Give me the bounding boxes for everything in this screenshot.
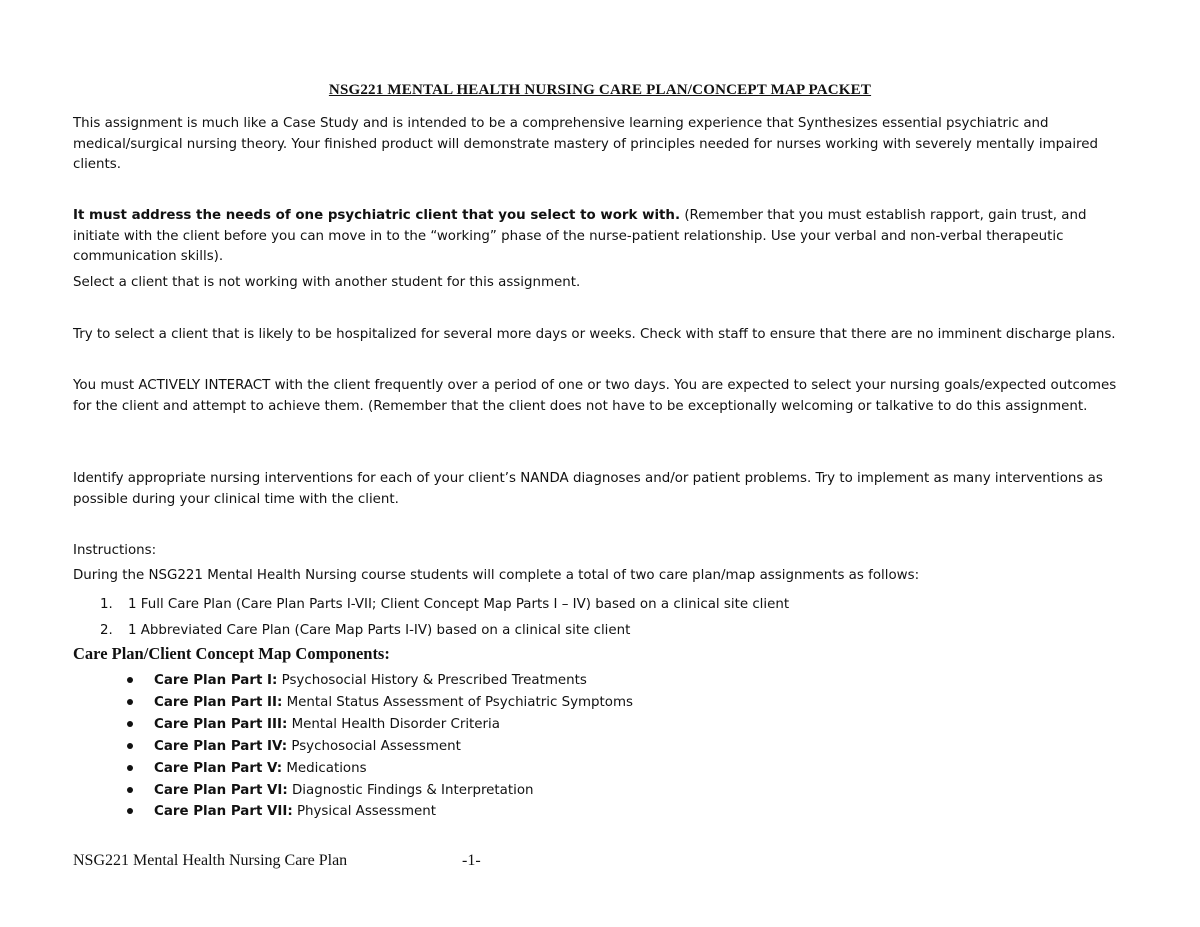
list-item: [154, 692, 633, 714]
component-text: Psychosocial Assessment: [287, 738, 461, 754]
list-number: 1.: [100, 597, 113, 612]
identify-paragraph: Identify appropriate nursing interventions for each of your client’s NANDA diagnoses and/or patient problems. Try to implement as many interventions as possible during your clinical time with the client.: [73, 471, 1103, 507]
bullet-icon: [127, 765, 133, 771]
list-item: [154, 758, 633, 780]
assignment-list: [73, 592, 789, 644]
address-bold-text: It must address the needs of one psychiatric client that you select to work with.: [73, 208, 681, 223]
footer-course: NSG221 Mental Health Nursing Care Plan: [73, 852, 348, 869]
footer-page-number: -1-: [462, 852, 481, 869]
component-label: Care Plan Part I:: [154, 673, 278, 688]
component-label: Care Plan Part V:: [154, 760, 283, 776]
component-label: Care Plan Part VII:: [154, 804, 293, 820]
component-label: Care Plan Part IV:: [154, 738, 288, 754]
intro-paragraph: This assignment is much like a Case Study and is intended to be a comprehensive learning experience that Synthesizes essential psychiatric and medical/surgical nursing theory. Your finished product will demonstrate mastery of principles needed for nurses working with severely mentally impaired clients.: [73, 116, 1098, 172]
component-text: Physical Assessment: [292, 804, 436, 820]
component-label: Care Plan Part II:: [154, 694, 283, 710]
try-select-paragraph: Try to select a client that is likely to be hospitalized for several more days or weeks. Check with staff to ensure that there are no imminent discharge plans.: [73, 327, 1116, 342]
component-text: Diagnostic Findings & Interpretation: [287, 782, 534, 798]
components-list: [73, 670, 633, 823]
component-label: Care Plan Part III:: [154, 716, 288, 732]
bullet-icon: [127, 743, 133, 749]
list-item-text: 1 Abbreviated Care Plan (Care Map Parts I-IV) based on a clinical site client: [128, 623, 631, 638]
document-title: NSG221 MENTAL HEALTH NURSING CARE PLAN/CONCEPT MAP PACKET: [328, 82, 872, 98]
component-label: Care Plan Part VI:: [154, 782, 288, 798]
bullet-icon: [127, 699, 133, 705]
instructions-text: During the NSG221 Mental Health Nursing course students will complete a total of two care plan/map assignments as follows:: [73, 568, 920, 583]
bullet-icon: [127, 808, 133, 814]
list-number: 2.: [100, 623, 113, 638]
address-paragraph: [73, 206, 1133, 268]
component-text: Psychosocial History & Prescribed Treatments: [277, 673, 587, 688]
bullet-icon: [127, 677, 133, 683]
component-text: Medications: [282, 760, 367, 776]
instructions-label: Instructions:: [73, 543, 157, 558]
bullet-icon: [127, 787, 133, 793]
list-item: [154, 670, 633, 692]
component-text: Mental Health Disorder Criteria: [287, 716, 500, 732]
list-item: [154, 801, 633, 823]
components-heading: Care Plan/Client Concept Map Components:: [73, 644, 390, 663]
list-item: [100, 618, 789, 644]
interact-paragraph: You must ACTIVELY INTERACT with the client frequently over a period of one or two days. You are expected to select your nursing goals/expected outcomes for the client and attempt to achieve them. (Remember that the client does not have to be exceptionally welcoming or talkative to do this assignment.: [73, 378, 1117, 414]
list-item: [100, 592, 790, 618]
bullet-icon: [127, 721, 133, 727]
list-item: [154, 780, 633, 802]
address-rest-text: (Remember that you must establish rapport, gain trust, and initiate with the client before you can move in to the “working” phase of the nurse-patient relationship. Use your verbal and non-verbal therapeutic communication skills).: [73, 208, 1087, 264]
select-client-paragraph: Select a client that is not working with another student for this assignment.: [73, 275, 581, 290]
list-item: [154, 714, 633, 736]
list-item: [154, 736, 633, 758]
list-item-text: 1 Full Care Plan (Care Plan Parts I-VII; Client Concept Map Parts I – IV) based on a clinical site client: [128, 597, 790, 612]
component-text: Mental Status Assessment of Psychiatric Symptoms: [282, 694, 634, 710]
